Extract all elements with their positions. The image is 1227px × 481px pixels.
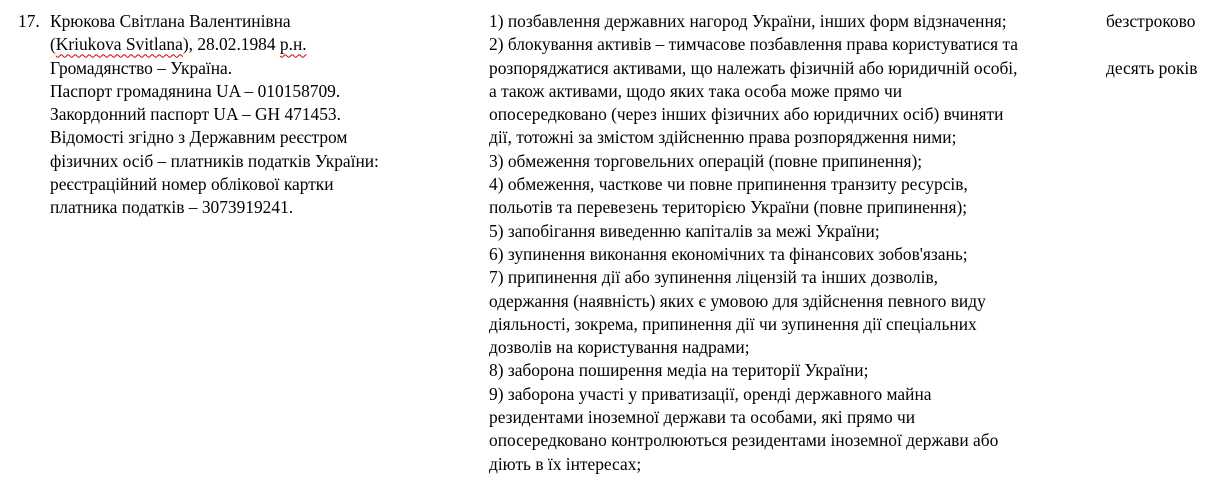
sanction-line: 5) запобігання виведенню капіталів за межі України; xyxy=(489,220,880,241)
sanctions-list xyxy=(489,10,1109,476)
sanction-line: 6) зупинення виконання економічних та фінансових зобов'язань; xyxy=(489,243,968,264)
sanction-line: 7) припинення дії або зупинення ліцензій та інших дозволів, xyxy=(489,267,939,288)
sanction-line: 3) обмеження торговельних операцій (повне припинення); xyxy=(489,150,923,171)
person-tax-info-line: фізичних осіб – платників податків України: xyxy=(50,150,379,171)
person-citizenship: Громадянство – Україна. xyxy=(50,57,233,78)
term-indefinite: безстроково xyxy=(1106,11,1196,31)
sanction-line: 9) заборона участі у приватизації, оренді державного майна xyxy=(489,383,932,404)
sanction-line: резидентами іноземної держави та особами, які прямо чи xyxy=(489,407,916,428)
sanction-line: польотів та перевезень територією України (повне припинення); xyxy=(489,197,968,218)
latin-name-close-birthdate: ), 28.02.1984 xyxy=(182,34,280,55)
birth-suffix: р.н. xyxy=(279,34,307,55)
latin-name: Kriukova Svitlana xyxy=(55,34,183,55)
person-tax-info-line: Відомості згідно з Державним реєстром xyxy=(50,127,348,148)
sanction-line: дозволів на користування надрами; xyxy=(489,337,750,358)
sanction-line: 1) позбавлення державних нагород України, інших форм відзначення; xyxy=(489,11,1007,31)
sanction-line: діяльності, зокрема, припинення дії чи зупинення дії спеціальних xyxy=(489,313,977,334)
sanction-line: опосередковано контролюються резидентами іноземної держави або xyxy=(489,430,999,451)
sanction-line: опосередковано (через інших фізичних або юридичних осіб) вчиняти xyxy=(489,104,1004,125)
sanction-line: розпоряджатися активами, що належать фізичній або юридичній особі, xyxy=(489,57,1018,78)
sanction-line: а також активами, щодо яких така особа може прямо чи xyxy=(489,80,903,101)
latin-name-open: ( xyxy=(50,34,56,55)
sanction-line: діють в їх інтересах; xyxy=(489,453,642,474)
sanction-line: 4) обмеження, часткове чи повне припинення транзиту ресурсів, xyxy=(489,174,968,195)
term-empty xyxy=(1106,33,1224,56)
entry-number-column xyxy=(18,10,48,33)
person-tax-info-line: платника податків – 3073919241. xyxy=(50,197,294,218)
sanction-line: дії, тотожні за змістом здійсненню права розпорядження ними; xyxy=(489,127,957,148)
sanction-terms xyxy=(1106,10,1224,80)
sanction-line: 2) блокування активів – тимчасове позбавлення права користуватися та xyxy=(489,34,1018,55)
sanction-line: 8) заборона поширення медіа на території України; xyxy=(489,360,869,381)
person-tax-info-line: реєстраційний номер облікової картки xyxy=(50,174,334,195)
person-passport: Паспорт громадянина UA – 010158709. xyxy=(50,80,341,101)
person-details xyxy=(50,10,470,220)
person-foreign-passport: Закордонний паспорт UA – GH 471453. xyxy=(50,104,341,125)
person-name: Крюкова Світлана Валентинівна xyxy=(50,11,291,31)
person-latin-name-and-birthdate xyxy=(50,33,470,56)
sanction-line: одержання (наявність) яких є умовою для здійснення певного виду xyxy=(489,290,986,311)
term-ten-years: десять років xyxy=(1106,57,1198,78)
entry-number: 17. xyxy=(18,11,40,31)
